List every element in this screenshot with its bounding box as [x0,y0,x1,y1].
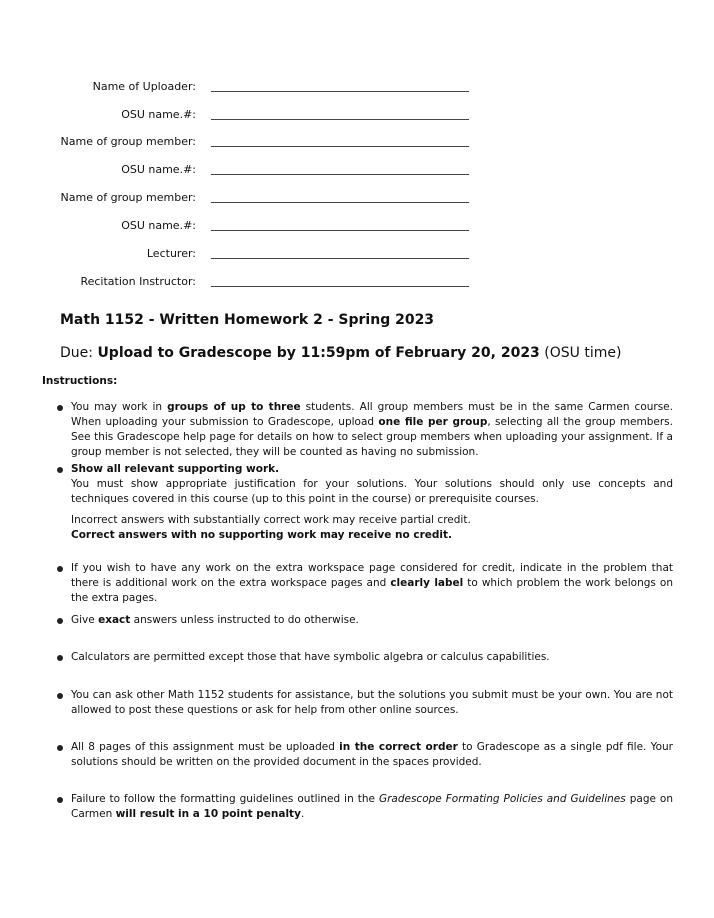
field-label: Lecturer: [146,247,196,260]
blank-line [211,146,469,147]
blank-line [211,119,469,120]
instruction-item-calculators: Calculators are permitted except those that have symbolic algebra or calculus capabilities. [71,651,550,663]
bullet-icon [57,566,64,573]
blank-line [211,286,469,287]
blank-line [211,202,469,203]
field-label: OSU name.#: [121,219,196,232]
field-label: OSU name.#: [121,163,196,176]
instruction-item-exact-answers: Give exact answers unless instructed to do otherwise. [71,614,359,626]
group-member-1-osu-field [0,163,714,183]
uploader-osu-field [0,108,714,128]
bullet-icon [57,405,64,412]
bullet-icon [57,655,64,662]
supporting-work-text: You must show appropriate justification for your solutions. Your solutions should only use concepts and techniques covered in this course (up to this point in the course) or prerequisite courses. [71,478,673,505]
instruction-item-groups: You may work in groups of up to three students. All group members must be in the same Carmen course. When uploading your submission to Gradescope, upload one file per group, selecting all the group members. See this Gradescope help page for details on how to select group members when uploading your assignment. If a group member is not selected, they will be counted as having no submission. [71,401,673,458]
supporting-work-heading: Show all relevant supporting work. [71,463,280,475]
bullet-icon [57,693,64,700]
instruction-item-formatting-penalty: Failure to follow the formatting guidelines outlined in the Gradescope Formating Policies and Guidelines page on Carmen will result in a 10 point penalty. [71,793,674,820]
instruction-item-assistance: You can ask other Math 1152 students for assistance, but the solutions you submit must be your own. You are not allowed to post these questions or ask for help from other online sources. [71,689,673,716]
instructions-heading: Instructions: [42,375,118,387]
bullet-icon [57,745,64,752]
blank-line [211,230,469,231]
field-label: Name of group member: [60,135,196,148]
bullet-icon [57,618,64,625]
group-member-2-name-field [0,191,714,211]
field-label: Name of Uploader: [92,80,196,93]
instruction-item-supporting-work [71,462,673,543]
group-member-2-osu-field [0,219,714,239]
blank-line [211,91,469,92]
recitation-instructor-field [0,275,714,295]
field-label: Name of group member: [60,191,196,204]
no-credit-warning: Correct answers with no supporting work may receive no credit. [71,529,453,541]
field-label: Recitation Instructor: [80,275,196,288]
assignment-title: Math 1152 - Written Homework 2 - Spring 2023 [60,312,435,328]
due-deadline: Upload to Gradescope by 11:59pm of February 20, 2023 [97,345,540,361]
due-suffix: (OSU time) [544,345,622,361]
lecturer-field [0,247,714,267]
due-prefix: Due: [60,345,93,361]
blank-line [211,258,469,259]
field-label: OSU name.#: [121,108,196,121]
bullet-icon [57,797,64,804]
due-date [60,345,621,361]
instruction-item-upload-order: All 8 pages of this assignment must be uploaded in the correct order to Gradescope as a single pdf file. Your solutions should be written on the provided document in the spaces provided. [71,741,674,768]
blank-line [211,174,469,175]
instruction-item-extra-workspace: If you wish to have any work on the extra workspace page considered for credit, indicate in the problem that there is additional work on the extra workspace pages and clearly label to which problem the work belongs on the extra pages. [71,562,673,604]
group-member-1-name-field [0,135,714,155]
bullet-icon [57,467,64,474]
uploader-name-field [0,80,714,100]
partial-credit-text: Incorrect answers with substantially correct work may receive partial credit. [71,514,471,526]
